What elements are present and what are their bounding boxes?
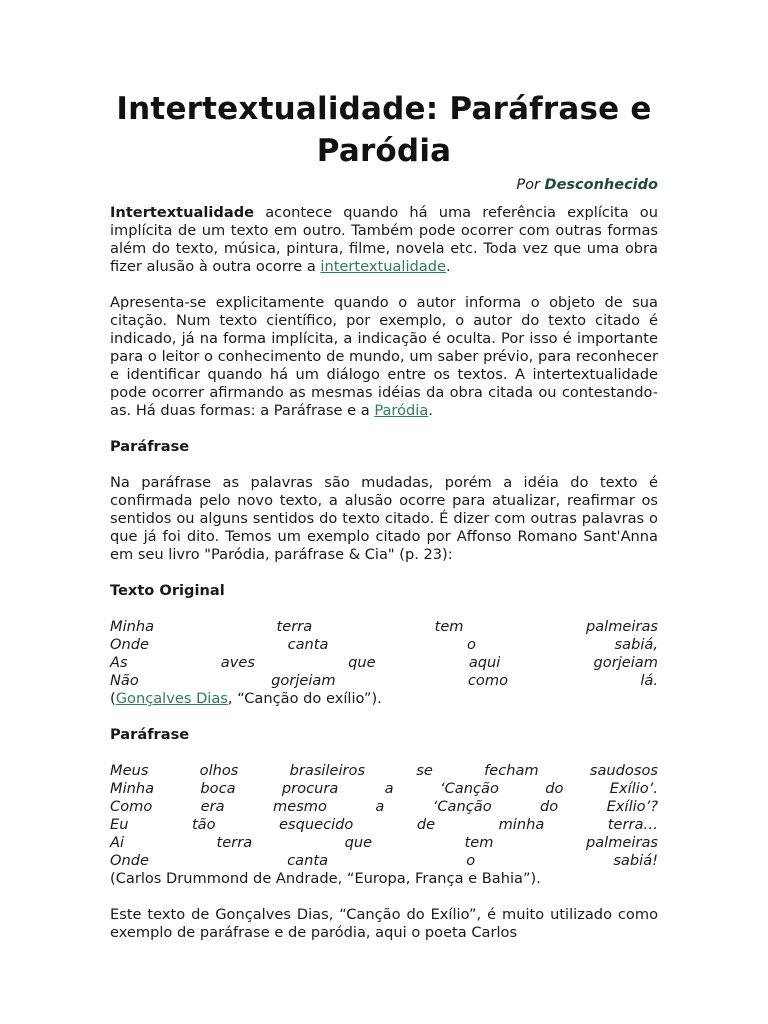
verse-word: Exílio’. <box>609 780 658 797</box>
verse-word: tão <box>191 816 216 833</box>
paragraph-intro <box>110 204 658 276</box>
verse-word: que <box>344 834 373 851</box>
verse-word: de <box>416 816 436 833</box>
verse-word: palmeiras <box>585 618 658 635</box>
verse-word: sabiá, <box>614 636 658 653</box>
intro-end: . <box>445 258 451 275</box>
explicit-text: Apresenta-se explicitamente quando o autor informa o objeto de sua citação. Num texto científico, por exemplo, o autor do texto citado é indicado, já na forma implícita, a indicação é oculta. Por isso é importante para o leitor o conhecimento de mundo, um saber prévio, para reconhecer e identificar quando há um diálogo entre os textos. A intertextualidade pode ocorrer afirmando as mesmas idéias da obra citada ou contestando-as. Há duas formas: a Paráfrase e a <box>110 294 658 419</box>
verse-word: boca <box>200 780 236 797</box>
verse-word: ‘Canção <box>439 780 499 797</box>
verse-word: Exílio’? <box>606 798 658 815</box>
verse-word: era <box>200 798 225 815</box>
verse-word: brasileiros <box>289 762 366 779</box>
verse-word: aqui <box>468 654 501 671</box>
heading-parafrase-2: Paráfrase <box>110 726 190 743</box>
verse-word: tem <box>434 618 464 635</box>
verse-word: canta <box>287 636 329 653</box>
verse-word: a <box>384 780 394 797</box>
verse-word: terra <box>276 618 313 635</box>
explicit-end: . <box>428 402 433 419</box>
verse-word: gorjeiam <box>593 654 658 671</box>
paragraph-explicit <box>110 294 658 420</box>
verse-word: do <box>540 798 559 815</box>
verse-line <box>110 618 658 636</box>
verse-word: terra… <box>607 816 658 833</box>
verse-word: fecham <box>484 762 539 779</box>
poem-original-citation <box>110 690 658 708</box>
verse-word: do <box>545 780 564 797</box>
verse-word: procura <box>281 780 339 797</box>
verse-word: Ai <box>110 834 125 851</box>
verse-word: esquecido <box>279 816 354 833</box>
poem-parafrase-citation: (Carlos Drummond de Andrade, “Europa, França e Bahia”). <box>110 870 541 887</box>
verse-line <box>110 762 658 780</box>
verse-word: tem <box>464 834 494 851</box>
verse-line <box>110 672 658 690</box>
verse-word: saudosos <box>589 762 658 779</box>
poem-parafrase <box>110 762 658 870</box>
verse-line <box>110 654 658 672</box>
verse-word: Onde <box>110 852 149 869</box>
cite-open: ( <box>110 690 116 707</box>
verse-line <box>110 798 658 816</box>
verse-word: Minha <box>110 780 155 797</box>
verse-word: Não <box>110 672 139 689</box>
verse-word: olhos <box>199 762 239 779</box>
verse-line <box>110 816 658 834</box>
verse-line <box>110 780 658 798</box>
verse-word: palmeiras <box>585 834 658 851</box>
verse-word: minha <box>498 816 545 833</box>
byline-prefix: Por <box>516 177 540 193</box>
verse-word: ‘Canção <box>432 798 492 815</box>
link-intertextualidade[interactable]: intertextualidade <box>320 258 446 275</box>
verse-word: Como <box>110 798 153 815</box>
verse-word: sabiá! <box>613 852 658 869</box>
paragraph-parafrase: Na paráfrase as palavras são mudadas, porém a idéia do texto é confirmada pelo novo texto, a alusão ocorre para atualizar, reafirmar os sentidos ou alguns sentidos do texto citado. É dizer com outras palavras o que já foi dito. Temos um exemplo citado por Affonso Romano Sant'Anna em seu livro "Paródia, paráfrase & Cia" (p. 23): <box>110 474 658 563</box>
poem-original <box>110 618 658 690</box>
heading-texto-original: Texto Original <box>110 582 225 599</box>
verse-word: Minha <box>110 618 155 635</box>
verse-word: Onde <box>110 636 149 653</box>
verse-word: o <box>467 636 476 653</box>
verse-word: gorjeiam <box>271 672 336 689</box>
verse-word: o <box>466 852 476 869</box>
cite-rest: , “Canção do exílio”). <box>227 690 382 707</box>
verse-word: se <box>416 762 433 779</box>
verse-line <box>110 636 658 654</box>
verse-line <box>110 852 658 870</box>
term-intertextualidade: Intertextualidade <box>110 204 255 221</box>
verse-line <box>110 834 658 852</box>
link-parodia[interactable]: Paródia <box>374 402 429 419</box>
author-name: Desconhecido <box>544 177 658 193</box>
byline <box>110 174 658 196</box>
verse-word: Eu <box>110 816 129 833</box>
verse-word: mesmo <box>273 798 327 815</box>
paragraph-closing: Este texto de Gonçalves Dias, “Canção do Exílio”, é muito utilizado como exemplo de paráfrase e de paródia, aqui o poeta Carlos <box>110 906 658 941</box>
verse-word: como <box>467 672 509 689</box>
verse-word: As <box>110 654 128 671</box>
verse-word: a <box>375 798 385 815</box>
verse-word: terra <box>216 834 253 851</box>
verse-word: lá. <box>640 672 658 689</box>
article <box>110 88 658 942</box>
page-title: Intertextualidade: Paráfrase e Paródia <box>116 91 652 169</box>
intro-text: acontece quando há uma referência explícita ou implícita de um texto em outro. Também pode ocorrer com outras formas além do texto, música, pintura, filme, novela etc. Toda vez que uma obra fizer alusão à outra ocorre a <box>110 204 658 275</box>
verse-word: que <box>348 654 376 671</box>
verse-word: canta <box>287 852 329 869</box>
verse-word: Meus <box>110 762 149 779</box>
heading-parafrase: Paráfrase <box>110 438 190 455</box>
link-goncalves-dias[interactable]: Gonçalves Dias <box>115 690 228 707</box>
verse-word: aves <box>220 654 255 671</box>
